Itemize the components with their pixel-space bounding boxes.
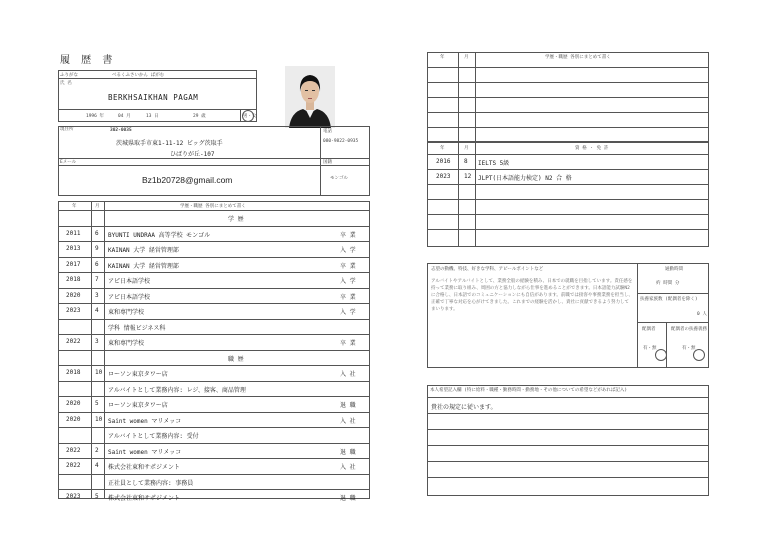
history-row-content: 学科 情報ビジネス科 xyxy=(108,324,166,332)
licenses-table xyxy=(427,142,709,247)
history-row-year: 2022 xyxy=(66,338,81,345)
history-row-status: 入 社 xyxy=(340,371,356,378)
history-row-content: アピ日本語学校 xyxy=(108,278,151,285)
history-row-status: 入 社 xyxy=(340,417,356,425)
history-row-year: 2013 xyxy=(66,245,81,252)
spouse-value: 有・無 xyxy=(643,346,657,351)
history-col-year: 年 xyxy=(72,204,77,209)
history-row-year: 2018 xyxy=(66,369,81,376)
history-row-status: 退 職 xyxy=(340,402,356,409)
dependents-value: 0 人 xyxy=(697,312,707,317)
history-row-year: 2020 xyxy=(66,415,81,423)
history-row-content: ローソン東京タワー店 xyxy=(108,371,168,378)
address-label: 現住所 xyxy=(60,127,74,132)
history-row-status: 退 職 xyxy=(340,495,356,502)
work-heading: 職 歴 xyxy=(228,355,244,363)
address-line1: 茨城県取手市東1-11-12 ビッグ茨取手 xyxy=(116,140,223,147)
history-row-status: 卒 業 xyxy=(340,231,356,239)
license-content: JLPT(日本語能力検定) N2 合 格 xyxy=(478,175,572,182)
commute-label: 通勤時間 xyxy=(665,267,683,272)
sex-circle xyxy=(242,110,254,122)
history-row-year: 2020 xyxy=(66,291,81,299)
history-row-month: 7 xyxy=(95,276,99,283)
birth-year: 1996 年 xyxy=(86,114,105,119)
history-row-year: 2023 xyxy=(66,493,81,500)
spouse-circle xyxy=(655,349,667,361)
history-row-month: 6 xyxy=(95,229,99,237)
history-row-content: アルバイトとして業務内容: 受付 xyxy=(108,433,199,440)
licenses-col-year: 年 xyxy=(440,146,445,151)
history-row-year: 2023 xyxy=(66,307,81,314)
sex-field: 男・女 xyxy=(243,114,257,119)
history-row-status: 退 職 xyxy=(340,448,356,456)
furigana-value: べるくふさいかん ぱがむ xyxy=(112,73,165,78)
history-row-month: 2 xyxy=(95,446,99,454)
license-year: 2023 xyxy=(436,173,451,180)
history-row-year: 2011 xyxy=(66,229,81,237)
email-label: Eメール xyxy=(60,160,77,165)
spouse-support-value: 有・無 xyxy=(682,346,696,351)
history-row-month: 3 xyxy=(95,291,99,299)
license-content: IELTS 5級 xyxy=(478,160,510,167)
furigana-label: ふりがな xyxy=(60,73,78,78)
history-row-month: 5 xyxy=(95,493,99,500)
dependents-label: 扶養家族数 (配偶者を除く) xyxy=(640,297,698,302)
history-row-month: 9 xyxy=(95,245,99,252)
age: 29 歳 xyxy=(193,114,206,119)
history-row-content: 東和専門学校 xyxy=(108,340,145,347)
history-row-year: 2020 xyxy=(66,400,81,407)
page-title: 履 歴 書 xyxy=(60,55,117,66)
history-row-status: 卒 業 xyxy=(340,293,356,301)
applicant-photo xyxy=(285,66,335,128)
history-row-content: 株式会社東和サポジメント xyxy=(108,495,180,502)
history-row-content: ローソン東京タワー店 xyxy=(108,402,168,409)
history-row-status: 入 社 xyxy=(340,464,356,471)
history-row-month: 4 xyxy=(95,307,99,314)
history-row-content: アピ日本語学校 xyxy=(108,293,151,301)
history-row-status: 卒 業 xyxy=(340,262,356,270)
history-row-content: 正社員として業務内容: 事務員 xyxy=(108,479,194,487)
licenses-col-month: 月 xyxy=(464,146,469,151)
history-row-month: 4 xyxy=(95,462,99,469)
email-address: Bz1b20728@gmail.com xyxy=(142,175,233,185)
applicant-name: BERKHSAIKHAN PAGAM xyxy=(108,93,199,102)
right-history-col-content: 学歴・職歴 各別にまとめて書く xyxy=(545,55,611,60)
history-row-content: Saint women マリメッコ xyxy=(108,417,182,425)
history-col-month: 月 xyxy=(95,204,100,209)
requests-text: 貴社の規定に従います。 xyxy=(431,404,497,411)
postal-code: 302-0035 xyxy=(110,128,132,133)
history-row-month: 10 xyxy=(95,369,103,376)
history-row-year: 2022 xyxy=(66,462,81,469)
history-row-month: 6 xyxy=(95,260,99,268)
birth-day: 13 日 xyxy=(146,114,159,119)
nationality-value: モンゴル xyxy=(330,176,348,181)
history-row-content: 東和専門学校 xyxy=(108,309,145,316)
spouse-label: 配偶者 xyxy=(642,327,656,332)
history-row-month: 5 xyxy=(95,400,99,407)
history-row-year: 2017 xyxy=(66,260,81,268)
motivation-label: 志望の動機、特技、好きな学科、アピールポイントなど xyxy=(431,267,544,272)
licenses-col-content: 資 格 ・ 免 許 xyxy=(575,146,609,151)
history-row-year: 2022 xyxy=(66,446,81,454)
right-history-col-month: 月 xyxy=(464,55,469,60)
history-row-month: 3 xyxy=(95,338,99,345)
history-row-content: アルバイトとして業務内容: レジ、接客、商品管理 xyxy=(108,386,246,394)
nationality-label: 国籍 xyxy=(323,160,332,165)
history-row-month: 10 xyxy=(95,415,103,423)
phone-number: 080-9822-0935 xyxy=(323,139,359,144)
education-heading: 学 歴 xyxy=(228,216,244,223)
license-month: 8 xyxy=(464,158,468,165)
birth-month: 04 月 xyxy=(118,114,131,119)
history-row-content: KAINAN 大学 経営管理部 xyxy=(108,247,179,254)
license-year: 2016 xyxy=(436,158,451,165)
name-label: 氏 名 xyxy=(60,81,72,86)
license-month: 12 xyxy=(464,173,472,180)
motivation-text: アルバイトやアルバイトとして、業務全般の経験を積み、日本での就職を目指しています。責任感を持って業務に取り組み、周囲の方と協力しながら仕事を進めることができます。日本語能力試験N2に合格し、日本語でのコミュニケーションにも自信があります。前職では接客や事務業務を担当し、正確で丁寧な対応を心がけてきました。これまでの経験を活かし、貴社に貢献できるよう努力してまいります。 xyxy=(431,279,633,312)
history-col-content: 学歴・職歴 各別にまとめて書く xyxy=(180,204,246,209)
address-line2: ひばりが丘-107 xyxy=(170,151,215,158)
history-row-content: 株式会社東和サポジメント xyxy=(108,464,180,471)
history-row-content: KAINAN 大学 経営管理部 xyxy=(108,262,179,270)
commute-value: 約 時間 分 xyxy=(656,281,680,286)
right-history-col-year: 年 xyxy=(440,55,445,60)
history-row-year: 2018 xyxy=(66,276,81,283)
history-row-status: 卒 業 xyxy=(340,340,356,347)
phone-label: 電話 xyxy=(323,129,332,134)
history-row-content: Saint women マリメッコ xyxy=(108,448,182,456)
history-row-status: 入 学 xyxy=(340,278,356,285)
history-row-status: 入 学 xyxy=(340,309,356,316)
spouse-support-circle xyxy=(693,349,705,361)
history-row-content: BYUNTI UNDRAA 高等学校 モンゴル xyxy=(108,231,211,239)
history-row-status: 入 学 xyxy=(340,247,356,254)
requests-label: 本人希望記入欄 (特に給料・職種・勤務時間・勤務地・その他についての希望などがあれば記入) xyxy=(430,388,628,393)
spouse-support-label: 配偶者の扶養義務 xyxy=(671,327,707,332)
